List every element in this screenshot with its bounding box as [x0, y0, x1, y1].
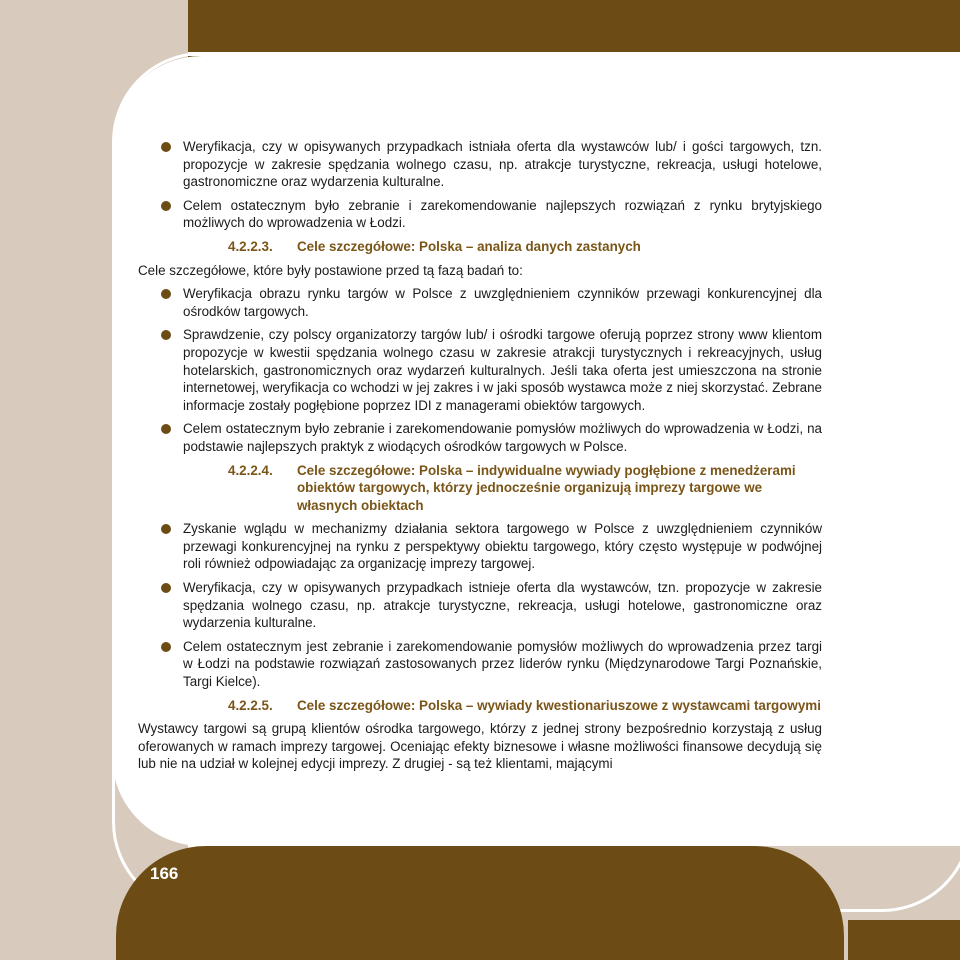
- list-item-text: Celem ostatecznym było zebranie i zarekomendowanie pomysłów możliwych do wprowadzenia w Łodzi, na podstawie najlepszych praktyk z wiodących ośrodków targowych w Polsce.: [183, 421, 822, 454]
- list-item: [138, 326, 822, 414]
- bullet-icon: [161, 201, 171, 211]
- section-title: Cele szczegółowe: Polska – indywidualne wywiady pogłębione z menedżerami obiektów targowych, którzy jednocześnie organizują imprezy targowe we własnych obiektach: [297, 462, 796, 513]
- list-item: [138, 638, 822, 691]
- list-item-text: Celem ostatecznym jest zebranie i zarekomendowanie pomysłów możliwych do wprowadzenia przez targi w Łodzi na podstawie rozwiązań zastosowanych przez liderów rynku (Międzynarodowe Targi Poznańskie, Targi Kielce).: [183, 638, 822, 690]
- bottom-brown-band: [116, 846, 844, 960]
- top-brown-band: [188, 0, 960, 52]
- section-paragraph: Wystawcy targowi są grupą klientów ośrodka targowego, którzy z jednej strony bezpośrednio korzystają z usług oferowanych w ramach imprezy targowej. Oceniając efekty biznesowe i własne możliwości finansowe decydują się lub nie na udział w kolejnej edycji imprezy. Z drugiej - są też klientami, mającymi: [138, 721, 822, 772]
- section-number: 4.2.2.4.: [228, 462, 273, 478]
- list-item: [138, 285, 822, 320]
- list-item: [138, 420, 822, 455]
- section-heading-4-2-2-4: [138, 462, 822, 515]
- section-heading-4-2-2-3: [138, 238, 822, 256]
- bullet-icon: [161, 583, 171, 593]
- list-item-text: Celem ostatecznym było zebranie i zarekomendowanie najlepszych rozwiązań z rynku brytyjskiego możliwych do wprowadzenia w Łodzi.: [183, 197, 822, 231]
- list-item: [138, 579, 822, 632]
- section-title: Cele szczegółowe: Polska – wywiady kwestionariuszowe z wystawcami targowymi: [297, 697, 821, 713]
- list-item-text: Sprawdzenie, czy polscy organizatorzy targów lub/ i ośrodki targowe oferują poprzez strony www klientom propozycje w kwestii spędzania wolnego czasu w zakresie atrakcji turystycznych i rekreacyjnych, usług hotelarskich, gastronomicznych oraz wydarzeń kulturalnych. Jeśli taka oferta jest umieszczona na stronie internetowej, weryfikacja co wchodzi w jej zakres i w jaki sposób wystawca może z niej skorzystać. Zebrane informacje zostały pogłębione poprzez IDI z managerami obiektów targowych.: [183, 327, 822, 413]
- section-intro: Cele szczegółowe, które były postawione przed tą fazą badań to:: [138, 262, 523, 278]
- document-content: [138, 138, 822, 779]
- section-title: Cele szczegółowe: Polska – analiza danych zastanych: [297, 238, 641, 254]
- bullet-icon: [161, 289, 171, 299]
- bottom-right-brown-strip: [848, 920, 960, 960]
- page-number: 166: [150, 864, 179, 883]
- section-heading-4-2-2-5: [138, 697, 822, 715]
- list-item-text: Weryfikacja, czy w opisywanych przypadkach istniała oferta dla wystawców lub/ i gości targowych, tzn. propozycje w zakresie spędzania wolnego czasu, np. atrakcje turystyczne, rekreacja, usługi hotelowe, gastronomiczne oraz wydarzenia kulturalne.: [183, 139, 822, 190]
- list-item: [138, 520, 822, 573]
- bullet-icon: [161, 424, 171, 434]
- list-item-text: Weryfikacja obrazu rynku targów w Polsce z uwzględnieniem czynników przewagi konkurencyjnej dla ośrodków targowych.: [183, 286, 822, 319]
- bullet-icon: [161, 524, 171, 534]
- list-item: [138, 138, 822, 191]
- list-item-text: Weryfikacja, czy w opisywanych przypadkach istnieje oferta dla wystawców, tzn. propozycje w zakresie spędzania wolnego czasu, np. atrakcje turystyczne, rekreacja, usługi hotelowe, gastronomiczne oraz wydarzenia kulturalne.: [183, 580, 822, 631]
- list-item-text: Zyskanie wglądu w mechanizmy działania sektora targowego w Polsce z uwzględnieniem czynników przewagi konkurencyjnej na rynku z perspektywy obiektu targowego, który często występuje w podwójnej roli również odpowiadając za organizację imprezy targowej.: [183, 521, 822, 572]
- bullet-icon: [161, 642, 171, 652]
- section-number: 4.2.2.3.: [228, 238, 273, 254]
- bullet-icon: [161, 142, 171, 152]
- bullet-icon: [161, 330, 171, 340]
- section-number: 4.2.2.5.: [228, 697, 273, 713]
- list-item: [138, 197, 822, 232]
